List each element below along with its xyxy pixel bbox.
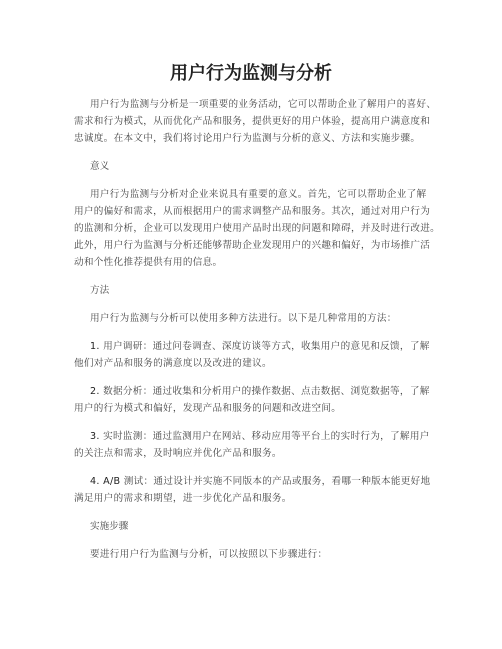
method-intro (74, 310, 442, 327)
intro-line: 忠诚度。在本文中，我们将讨论用户行为监测与分析的意义、方法和实施步骤。 (74, 133, 421, 144)
meaning-line: 动和个性化推荐提供有用的信息。 (74, 257, 223, 268)
item-text: 测试：通过设计并实施不同版本的产品或服务，看哪一种版本能更好地 (123, 476, 431, 487)
item-text: 满足用户的需求和期望，进一步优化产品和服务。 (74, 493, 292, 504)
method-item (74, 428, 442, 462)
item-text: 他们对产品和服务的满意度以及改进的建议。 (74, 358, 272, 369)
method-item (74, 383, 442, 417)
meaning-line: 此外，用户行为监测与分析还能够帮助企业发现用户的兴趣和偏好，为市场推广活 (74, 240, 431, 251)
item-text: 用户的行为模式和偏好，发现产品和服务的问题和改进空间。 (74, 403, 342, 414)
section-heading-steps: 实施步骤 (90, 521, 129, 532)
intro-line: 用户行为监测与分析是一项重要的业务活动，它可以帮助企业了解用户的喜好、 (90, 99, 437, 110)
meaning-line: 用户的偏好和需求，从而根据用户的需求调整产品和服务。其次，通过对用户行为 (74, 206, 431, 217)
item-text: 用户调研：通过问卷调查、深度访谈等方式，收集用户的意见和反馈，了解 (103, 341, 430, 352)
meaning-line: 用户行为监测与分析对企业来说具有重要的意义。首先，它可以帮助企业了解 (90, 189, 427, 200)
meaning-line: 的监测和分析，企业可以发现用户使用产品时出现的问题和障碍，并及时进行改进。 (74, 223, 441, 234)
steps-intro (74, 546, 442, 563)
intro-paragraph (74, 96, 442, 147)
item-text: 的关注点和需求，及时响应并优化产品和服务。 (74, 448, 282, 459)
meaning-paragraph (74, 186, 442, 271)
method-intro-line: 用户行为监测与分析可以使用多种方法进行。以下是几种常用的方法： (90, 313, 397, 324)
steps-intro-line: 要进行用户行为监测与分析，可以按照以下步骤进行： (90, 549, 328, 560)
item-number: 1. (90, 341, 100, 352)
section-heading-meaning: 意义 (90, 161, 110, 172)
section-heading-method: 方法 (90, 285, 110, 296)
document-title: 用户行为监测与分析 (170, 63, 332, 84)
item-number: 3. (90, 431, 100, 442)
item-text: 实时监测：通过监测用户在网站、移动应用等平台上的实时行为，了解用户 (103, 431, 430, 442)
item-number: 4. A/B (90, 476, 121, 487)
intro-line: 需求和行为模式，从而优化产品和服务，提供更好的用户体验，提高用户满意度和 (74, 116, 431, 127)
item-text: 数据分析：通过收集和分析用户的操作数据、点击数据、浏览数据等，了解 (103, 386, 430, 397)
method-item (74, 338, 442, 372)
method-item (74, 473, 442, 507)
item-number: 2. (90, 386, 100, 397)
